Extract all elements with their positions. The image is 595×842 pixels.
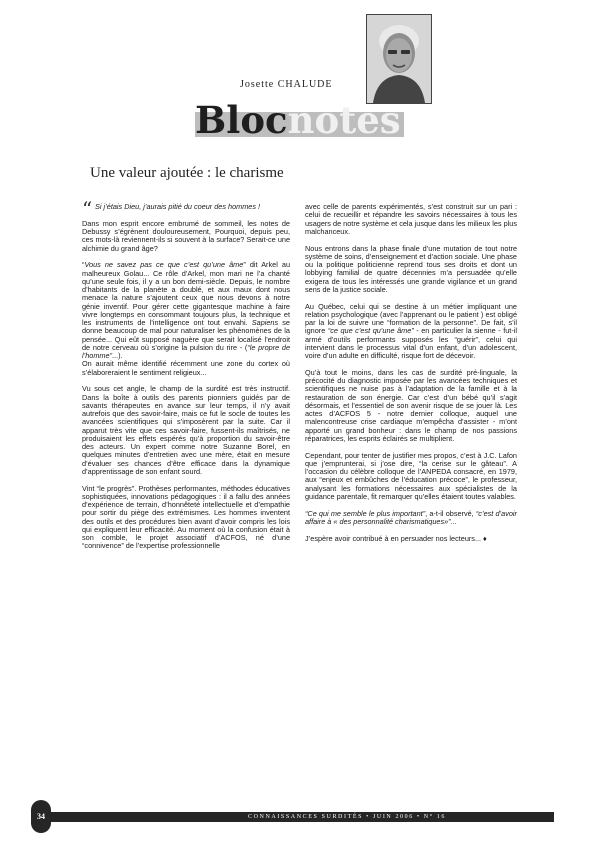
text-run: , a-t-il observé, bbox=[425, 508, 476, 518]
paragraph: Vint “le progrès”. Prothèses performantes, méthodes éducatives sophistiquées, innovations pédagogiques : il a fallu des années d’expérience de terrain, d’honnêteté intellectuelle et d’empathie pour sortir du piège des extrémismes. Les hommes inventent des outils et des procédures bien avant d’avoir compris les lois qui expliquent leur efficacité. Au moment où la confusion était à son comble, le projet associatif d’ACFOS, né d’une “connivence” de l’expertise professionnelle bbox=[82, 483, 290, 551]
paragraph bbox=[305, 510, 517, 527]
italic-quote: “Ce qui me semble le plus important” bbox=[305, 508, 426, 518]
heading-part-bloc: Bloc bbox=[195, 98, 288, 142]
paragraph: Cependant, pour tenter de justifier mes propos, c’est à J.C. Lafon que j’emprunterai, si j’ose dire, “la cerise sur le gâteau”. A l’occasion du célèbre colloque de l’ANPEDA consacré, en 1979, aux “enjeux et embûches de l’éducation précoce”, le professeur, analysant les formations nécessaires aux spécialistes de la guidance parentale, fit remarquer qu’elles étaient toutes valables. bbox=[305, 450, 517, 501]
column-right bbox=[305, 203, 517, 551]
heading-part-notes: notes bbox=[287, 98, 401, 142]
paragraph: Nous entrons dans la phase finale d’une mutation de tout notre système de soins, d’enseignement et d’action sociale. Une phase ou la politique politicienne reprend tous ses droits et dont un lobbying familial de quatre décennies m’a persuadée qu’elle exigera de tous les intéressés une grande vigilance et un grand sens de la justice sociale. bbox=[305, 243, 517, 294]
paragraph: avec celle de parents expérimentés, s’est construit sur un pari : celui de recueillir et répandre les savoirs nécessaires à tous les usagers de notre système et cela jusque dans les milieux les plus malchanceux. bbox=[305, 202, 517, 236]
italic-quote: Vous ne savez pas ce que c’est qu’une âme bbox=[84, 260, 244, 270]
quote-mark-icon: “ bbox=[82, 197, 93, 221]
paragraph bbox=[82, 261, 290, 360]
text-run: Au Québec, celui qui se destine à un métier impliquant une relation psychologique (avec l’apprenant ou le patient ) est obligé par la loi de suivre une “formation de la personne”. De fait, s’il ignore bbox=[305, 301, 517, 336]
article-title: Une valeur ajoutée : le charisme bbox=[90, 165, 284, 181]
text-run: ... bbox=[450, 516, 457, 526]
text-run: se donne beaucoup de mal pour naturaliser les phénomènes de la pensée... Qui eût supposé naguère que serait localisé l’endroit de notre cerveau où s’origine la pulsion du rire - ( bbox=[82, 318, 290, 352]
text-run: ...). bbox=[112, 351, 123, 360]
section-heading bbox=[195, 98, 401, 142]
paragraph: On aurait même identifié récemment une zone du cortex où s’élaboreraient le sentiment religieux... bbox=[82, 359, 290, 377]
text-run: “ bbox=[82, 260, 85, 270]
footer-text: CONNAISSANCES SURDITÉS • JUIN 2006 • N° 16 bbox=[248, 814, 446, 820]
italic-word: Sapiens bbox=[251, 318, 279, 327]
text-run: ” dit Arkel au malheureux Golau... Ce rôle d’Arkel, mon mari ne l’a chanté qu’une seule fois, il y a un bon demi-siècle. Depuis, le nombre d’habitants de la planète a doublé, et aux maux dont nous menace la nature s’ajoutent ceux que nous devons à notre génie inventif. Pour gérer cette gigantesque machine à faire vivre longtemps en consommant toujours plus, la technique et les instruments de l’intelligence ont tout envahi. bbox=[82, 260, 291, 327]
text-run: - en particulier la sienne - fut-il armé d’outils performants supposés les “guérir”, celui qui intervient dans le processus vital d’un enfant, d’un adolescent, voire d’un adulte en difficulté, risque fort de décevoir. bbox=[305, 326, 517, 360]
author-name: Josette CHALUDE bbox=[240, 79, 333, 90]
paragraph bbox=[305, 303, 517, 361]
quote-text: Si j’étais Dieu, j’aurais pitié du coeur des hommes ! bbox=[95, 202, 261, 211]
author-photo bbox=[366, 14, 432, 104]
paragraph: J’espère avoir contribué à en persuader nos lecteurs... ♦ bbox=[305, 533, 487, 543]
italic-quote: “le propre de l’homme” bbox=[82, 342, 291, 360]
opening-quote bbox=[82, 197, 290, 221]
paragraph: Dans mon esprit encore embrumé de sommeil, les notes de Debussy s’égrènent douloureusement, Pourquoi, depuis peu, ces mots-là reviennent-ils si souvent à la surface? Serait-ce une alchimie du grand âge? bbox=[82, 218, 290, 253]
italic-quote: “c’est d’avoir affaire à « des personnalité charismatiques»” bbox=[305, 508, 517, 526]
paragraph: Qu’à tout le moins, dans les cas de surdité pré-linguale, la précocité du diagnostic imposée par les avancées techniques et scientifiques ne nuise pas à l’adaptation de la famille et à la restauration de son énergie. Car c’est d’un bébé qu’il s’agit désormais, et l’essentiel de son avenir risque de se jouer là. Les actes d’ACFOS 5 - notre dernier colloque, auquel une malencontreuse crise cardiaque m’empêcha d’assister - m’ont apporté un grand bonheur : dans le champ de nos passions réparatrices, les esprits éclairés se multiplient. bbox=[305, 367, 517, 443]
column-left bbox=[82, 197, 291, 559]
italic-quote: “ce que c’est qu’une âme” bbox=[327, 326, 414, 336]
paragraph: Vu sous cet angle, le champ de la surdité est très instructif. Dans la boîte à outils des parents pionniers guidés par de savants thérapeutes en avance sur leur temps, il n’y avait autrefois que des savoir-faire, mais ce fut le socle de toutes les avancées scientifiques qui s’imposèrent par la suite. Car il apparut très vite que ces savoir-faire, fussent-ils maîtrisés, ne produisaient les effets espérés qu’à proportion du savoir-être des acteurs. Un expert comme notre Suzanne Borel, en quelques minutes d’entretien avec une mère, était en mesure d’évaluer ses chances d’être efficace dans la dynamique d’apprentissage de son enfant sourd. bbox=[82, 384, 290, 476]
page-number: 34 bbox=[31, 800, 51, 833]
